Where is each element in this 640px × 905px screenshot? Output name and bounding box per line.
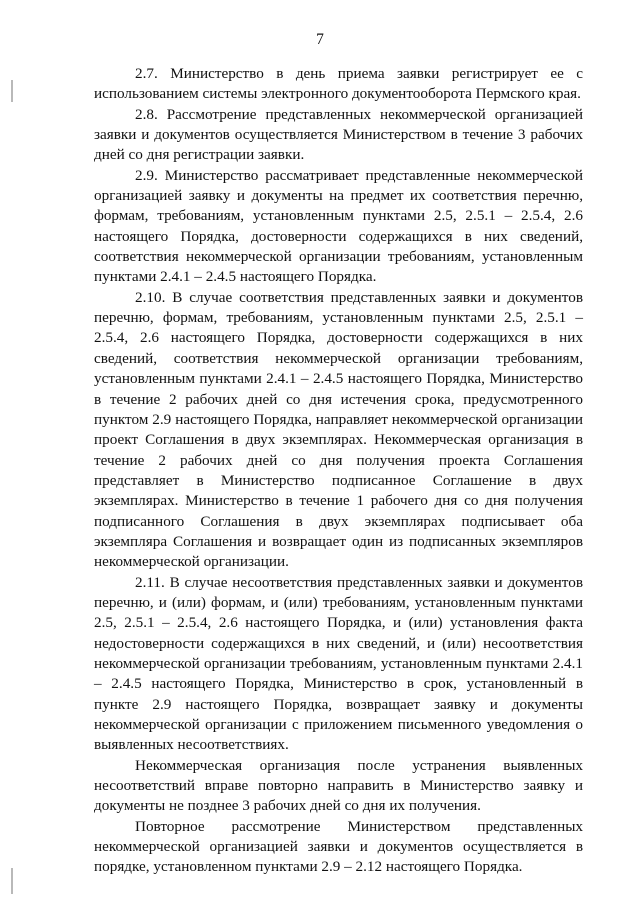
document-body [94,64,583,878]
paragraph-2-7: 2.7. Министерство в день приема заявки регистрирует ее с использованием системы электронного документооборота Пермского края. [94,65,583,103]
paragraph-2-9: 2.9. Министерство рассматривает представленные некоммерческой организацией заявку и документы на предмет их соответствия перечню, формам, требованиям, установленным пунктами 2.5, 2.5.1 – 2.5.4, 2.6 настоящего Порядка, достоверности содержащихся в них сведений, соответствия некоммерческой организации требованиям, установленным пунктами 2.4.1 – 2.4.5 настоящего Порядка. [94,166,583,286]
paragraph-repeat-review: Повторное рассмотрение Министерством представленных некоммерческой организацией заявки и документов осуществляется в порядке, установленном пунктами 2.9 – 2.12 настоящего Порядка. [94,817,583,876]
paragraph-2-11: 2.11. В случае несоответствия представленных заявки и документов перечню, и (или) формам, и (или) требованиям, установленным пунктами 2.5, 2.5.1 – 2.5.4, 2.6 настоящего Порядка, и (или) установления факта недостоверности содержащихся в них сведений, и (или) несоответствия некоммерческой организации требованиям, установленным пунктами 2.4.1 – 2.4.5 настоящего Порядка, Министерство в срок, установленный в пункте 2.9 настоящего Порядка, возвращает заявку и документы некоммерческой организации с приложением письменного уведомления о выявленных несоответствиях. [94,573,583,754]
paragraph-2-10: 2.10. В случае соответствия представленных заявки и документов перечню, формам, требованиям, установленным пунктами 2.5, 2.5.1 – 2.5.4, 2.6 настоящего Порядка, достоверности содержащихся в них сведений, соответствия некоммерческой организации требованиям, установленным пунктами 2.4.1 – 2.4.5 настоящего Порядка, Министерство в течение 2 рабочих дней со дня истечения срока, предусмотренного пунктом 2.9 настоящего Порядка, направляет некоммерческой организации проект Соглашения в двух экземплярах. Некоммерческая организация в течение 2 рабочих дней со дня получения проекта Соглашения представляет в Министерство подписанное Соглашение в двух экземплярах. Министерство в течение 1 рабочего дня со дня получения подписанного Соглашения в двух экземплярах подписывает оба экземпляра Соглашения и возвращает один из подписанных экземпляров некоммерческой организации. [94,288,583,571]
scan-edge-mark [11,80,13,102]
scan-edge-mark [11,868,13,894]
page-number: 7 [316,31,324,48]
paragraph-resubmission: Некоммерческая организация после устранения выявленных несоответствий вправе повторно направить в Министерство заявку и документы не позднее 3 рабочих дней со дня их получения. [94,756,583,815]
paragraph-2-8: 2.8. Рассмотрение представленных некоммерческой организацией заявки и документов осуществляется Министерством в течение 3 рабочих дней со дня регистрации заявки. [94,105,583,164]
